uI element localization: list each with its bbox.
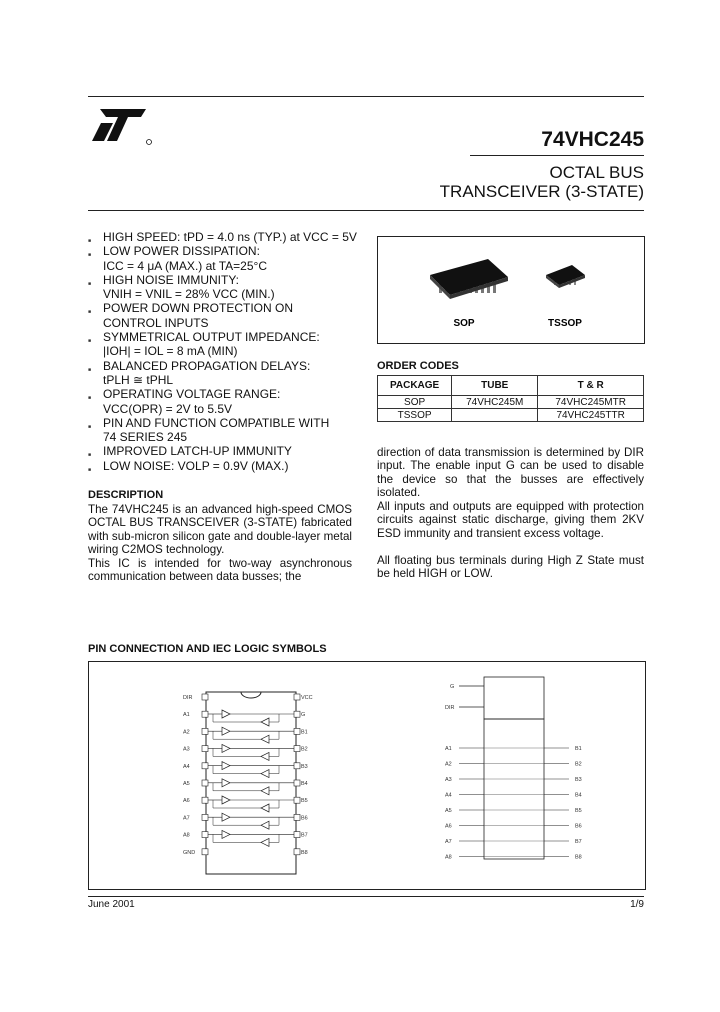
pin-connection-figure xyxy=(88,661,646,890)
bullet-icon: ■ xyxy=(88,280,92,287)
order-codes-cell: 74VHC245MTR xyxy=(538,396,644,409)
buffer-b-to-a xyxy=(261,838,269,846)
buffer-a-to-b xyxy=(222,813,230,821)
feature-text: LOW POWER DISSIPATION: xyxy=(103,244,260,259)
right-pin-label: VCC xyxy=(301,695,313,701)
order-codes-table xyxy=(377,375,644,422)
description-right-paragraph-2: All inputs and outputs are equipped with protection circuits against static discharge, giving them 2KV ESD immunity and transient excess voltage. xyxy=(377,500,644,540)
pin-box xyxy=(202,711,208,717)
iec-a-label: A4 xyxy=(445,792,452,799)
iec-a-label: A8 xyxy=(445,854,452,861)
feature-text: BALANCED PROPAGATION DELAYS: xyxy=(103,358,311,373)
pin-box xyxy=(202,814,208,820)
buffer-a-to-b xyxy=(222,779,230,787)
feature-text: POWER DOWN PROTECTION ON xyxy=(103,301,293,316)
iec-a-label: A1 xyxy=(445,746,452,752)
iec-a-label: A2 xyxy=(445,761,452,768)
right-pin-label: B3 xyxy=(301,763,308,770)
iec-dir-label: DIR xyxy=(445,705,455,711)
buffer-b-to-a xyxy=(261,735,269,743)
feature-item xyxy=(88,416,363,445)
right-pin-label: B8 xyxy=(301,849,308,856)
order-codes-header: PACKAGE xyxy=(378,376,452,396)
bullet-icon: ■ xyxy=(88,252,92,259)
pin-box xyxy=(202,694,208,700)
bullet-icon: ■ xyxy=(88,452,92,459)
feature-text: SYMMETRICAL OUTPUT IMPEDANCE: xyxy=(103,330,320,345)
table-row xyxy=(378,409,644,422)
buffer-a-to-b xyxy=(222,710,230,718)
right-pin-label: G xyxy=(301,712,306,719)
left-pin-label: A7 xyxy=(183,815,190,822)
feature-text: HIGH NOISE IMMUNITY: xyxy=(103,272,240,287)
pin-box xyxy=(202,763,208,769)
bullet-icon: ■ xyxy=(88,423,92,430)
bullet-icon: ■ xyxy=(88,238,92,244)
feature-text: PIN AND FUNCTION COMPATIBLE WITH xyxy=(103,415,330,430)
pin-box xyxy=(294,763,300,769)
pin-box xyxy=(202,849,208,855)
feature-item xyxy=(88,244,363,273)
left-pin-label: A5 xyxy=(183,781,190,787)
left-pin-label: A3 xyxy=(183,746,190,753)
feature-item xyxy=(88,301,363,330)
feature-item xyxy=(88,444,363,458)
bullet-icon: ■ xyxy=(88,466,92,473)
description-paragraph-1: The 74VHC245 is an advanced high-speed CMOS OCTAL BUS TRANSCEIVER (3-STATE) fabricated with sub-micron silicon gate and double-layer metal wiring C2MOS technology. xyxy=(88,503,352,557)
iec-b-label: B5 xyxy=(575,808,582,814)
left-pin-label: A4 xyxy=(183,763,190,770)
feature-continuation: CONTROL INPUTS xyxy=(103,315,209,330)
iec-b-label: B4 xyxy=(575,792,582,799)
feature-item xyxy=(88,273,363,302)
pin-box xyxy=(294,694,300,700)
order-codes-title: ORDER CODES xyxy=(377,360,459,372)
pin-box xyxy=(294,746,300,752)
sop-label: SOP xyxy=(453,318,475,329)
feature-text: LOW NOISE: VOLP = 0.9V (MAX.) xyxy=(103,458,289,473)
iec-b-label: B7 xyxy=(575,839,582,845)
order-codes-cell: 74VHC245TTR xyxy=(538,409,644,422)
order-codes-cell: TSSOP xyxy=(378,409,452,422)
feature-continuation: VCC(OPR) = 2V to 5.5V xyxy=(103,401,233,416)
pin-box xyxy=(294,711,300,717)
right-pin-label: B7 xyxy=(301,832,308,839)
feature-text: IMPROVED LATCH-UP IMMUNITY xyxy=(103,444,292,459)
package-box xyxy=(377,236,645,344)
feature-item xyxy=(88,459,363,473)
pin-box xyxy=(202,797,208,803)
feature-continuation: tPLH ≅ tPHL xyxy=(103,372,174,387)
buffer-b-to-a xyxy=(261,770,269,778)
feature-item xyxy=(88,359,363,388)
iec-b-label: B8 xyxy=(575,854,582,861)
buffer-b-to-a xyxy=(261,804,269,812)
subtitle-line-1: OCTAL BUS xyxy=(549,163,644,182)
right-pin-label: B4 xyxy=(301,781,308,787)
feature-item xyxy=(88,330,363,359)
chip-notch xyxy=(241,692,261,698)
feature-item xyxy=(88,230,363,244)
iec-a-label: A3 xyxy=(445,777,452,783)
bullet-icon: ■ xyxy=(88,395,92,402)
part-number: 74VHC245 xyxy=(541,128,644,151)
iec-a-label: A6 xyxy=(445,823,452,830)
left-pin-label: A6 xyxy=(183,798,190,805)
bullet-icon: ■ xyxy=(88,366,92,373)
buffer-a-to-b xyxy=(222,762,230,770)
feature-continuation: 74 SERIES 245 xyxy=(103,430,188,445)
pin-box xyxy=(202,746,208,752)
footer-date: June 2001 xyxy=(88,899,135,910)
iec-a-label: A7 xyxy=(445,839,452,845)
pin-box xyxy=(294,849,300,855)
description-paragraph-2: This IC is intended for two-way asynchronous communication between data busses; the xyxy=(88,557,352,584)
right-pin-label: B2 xyxy=(301,746,308,753)
left-pin-label: GND xyxy=(183,849,196,856)
pin-box xyxy=(294,797,300,803)
right-pin-label: B1 xyxy=(301,729,308,736)
buffer-b-to-a xyxy=(261,821,269,829)
buffer-b-to-a xyxy=(261,787,269,795)
buffer-b-to-a xyxy=(261,752,269,760)
subtitle-line-2: TRANSCEIVER (3-STATE) xyxy=(439,182,644,201)
buffer-a-to-b xyxy=(222,727,230,735)
order-codes-header: T & R xyxy=(538,376,644,396)
pin-connection-diagram xyxy=(89,662,645,889)
buffer-b-to-a xyxy=(261,718,269,726)
feature-continuation: |IOH| = IOL = 8 mA (MIN) xyxy=(103,344,238,359)
iec-b-label: B6 xyxy=(575,823,582,830)
pin-box xyxy=(294,814,300,820)
order-codes-header: TUBE xyxy=(452,376,538,396)
left-pin-label: A2 xyxy=(183,729,190,736)
pin-box xyxy=(294,728,300,734)
left-pin-label: A1 xyxy=(183,712,190,719)
feature-continuation: ICC = 4 μA (MAX.) at TA=25°C xyxy=(103,258,267,273)
left-pin-label: DIR xyxy=(183,695,193,701)
footer-page: 1/9 xyxy=(630,899,644,910)
pin-box xyxy=(202,780,208,786)
package-illustration xyxy=(378,237,644,343)
description-right-paragraph-1: direction of data transmission is determined by DIR input. The enable input G can be used to disable the device so that the busses are effectively isolated. xyxy=(377,446,644,500)
feature-text: HIGH SPEED: tPD = 4.0 ns (TYP.) at VCC = 5V xyxy=(103,230,357,244)
iec-b-label: B3 xyxy=(575,777,582,783)
buffer-a-to-b xyxy=(222,796,230,804)
description-title: DESCRIPTION xyxy=(88,489,164,501)
bullet-icon: ■ xyxy=(88,338,92,345)
right-pin-label: B5 xyxy=(301,798,308,805)
description-right-paragraph-3: All floating bus terminals during High Z State must be held HIGH or LOW. xyxy=(377,554,644,581)
tssop-label: TSSOP xyxy=(548,318,582,329)
iec-a-label: A5 xyxy=(445,808,452,814)
pin-box xyxy=(202,832,208,838)
order-codes-cell: 74VHC245M xyxy=(452,396,538,409)
iec-data-block xyxy=(484,719,544,859)
iec-b-label: B1 xyxy=(575,746,582,752)
feature-list xyxy=(88,230,363,473)
feature-text: OPERATING VOLTAGE RANGE: xyxy=(103,387,281,402)
pin-box xyxy=(202,728,208,734)
iec-g-label: G xyxy=(450,684,455,690)
bullet-icon: ■ xyxy=(88,309,92,316)
left-pin-label: A8 xyxy=(183,832,190,839)
order-codes-cell xyxy=(452,409,538,422)
figure-title: PIN CONNECTION AND IEC LOGIC SYMBOLS xyxy=(88,643,327,655)
table-row xyxy=(378,396,644,409)
buffer-a-to-b xyxy=(222,830,230,838)
buffer-a-to-b xyxy=(222,744,230,752)
pin-box xyxy=(294,780,300,786)
iec-b-label: B2 xyxy=(575,761,582,768)
st-logo xyxy=(86,103,154,147)
right-pin-label: B6 xyxy=(301,815,308,822)
pin-box xyxy=(294,832,300,838)
feature-item xyxy=(88,387,363,416)
feature-continuation: VNIH = VNIL = 28% VCC (MIN.) xyxy=(103,287,275,302)
order-codes-cell: SOP xyxy=(378,396,452,409)
iec-control-block xyxy=(484,677,544,719)
